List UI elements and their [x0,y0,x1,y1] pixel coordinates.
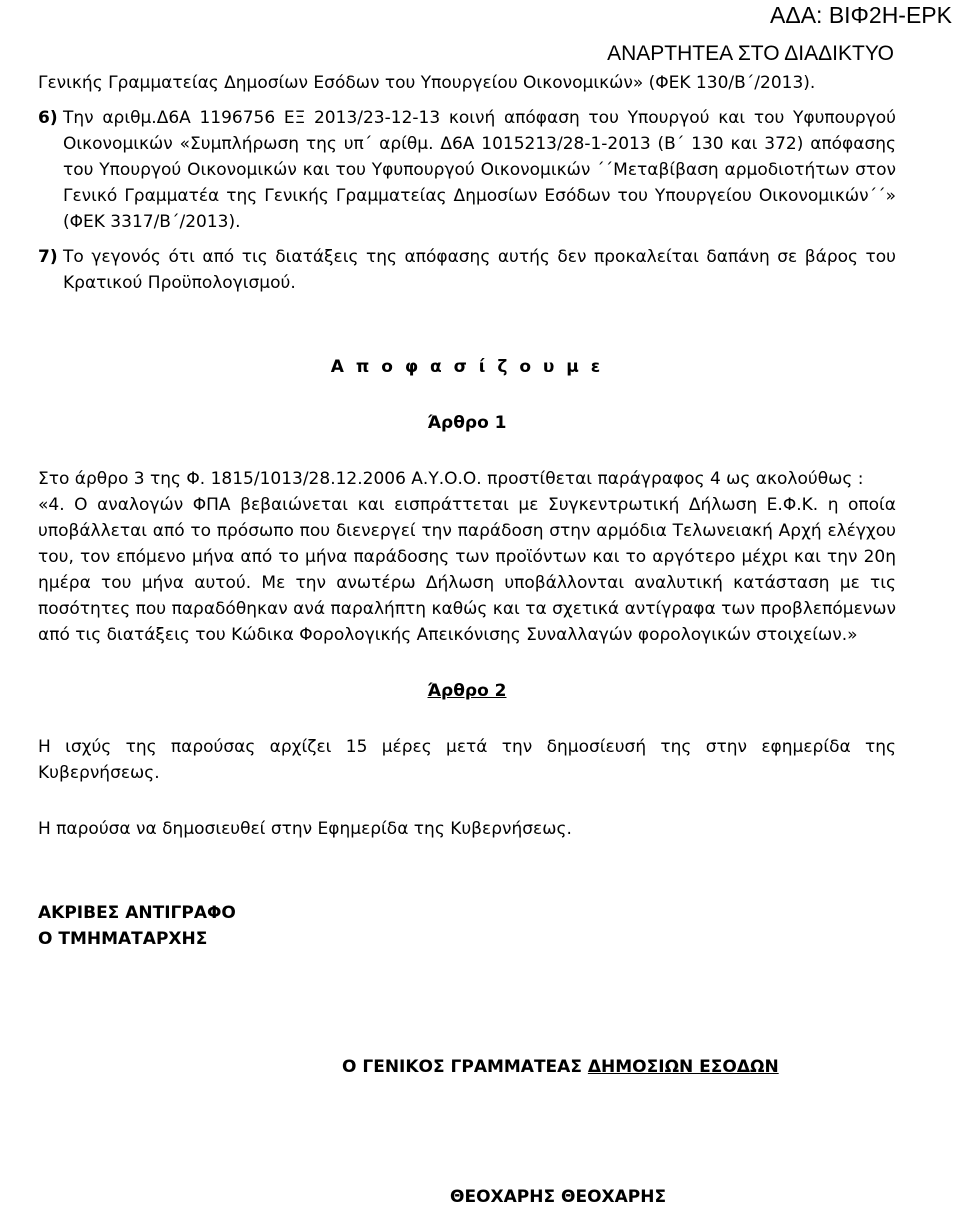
secretary-general-name: ΘΕΟΧΑΡΗΣ ΘΕΟΧΑΡΗΣ [450,1187,667,1207]
article-2-title: Άρθρο 2 [427,681,507,701]
exact-copy-label: ΑΚΡΙΒΕΣ ΑΝΤΙΓΡΑΦΟ [38,903,236,923]
article-1-intro: Στο άρθρο 3 της Φ. 1815/1013/28.12.2006 Α.Υ.Ο.Ο. προστίθεται παράγραφος 4 ως ακολούθως : [38,469,864,489]
list-item-text: Την αριθμ.Δ6Α 1196756 ΕΞ 2013/23-12-13 κοινή απόφαση του Υπουργού και του Υφυπουργού Οικονομικών «Συμπλήρωση της υπ΄ αρίθμ. Δ6Α 1015213/28-1-2013 (Β΄ 130 και 372) απόφασης του Υπουργού Οικονομικών και του Υφυπουργού Οικονομικών ΄΄Μεταβίβαση αρμοδιοτήτων στον Γενικό Γραμματέα της Γενικής Γραμματείας Δημοσίων Εσόδων του Υπουργείου Οικονομικών΄΄» (ΦΕΚ 3317/Β΄/2013). [63,108,896,232]
head-of-dept-label: Ο ΤΜΗΜΑΤΑΡΧΗΣ [38,929,208,949]
ada-code: ΑΔΑ: ΒΙΦ2Η-ΕΡΚ [770,2,952,28]
list-item-6 [38,105,896,235]
decision-heading: Α π ο φ α σ ί ζ ο υ μ ε [330,357,604,377]
list-item-number: 6) [38,108,58,128]
secretary-title-underlined: ΔΗΜΟΣΙΩΝ ΕΣΟΔΩΝ [587,1057,779,1077]
document-body [38,70,896,1210]
publish-instruction: Η παρούσα να δημοσιευθεί στην Εφημερίδα της Κυβερνήσεως. [38,819,572,839]
secretary-general-title [38,1054,896,1080]
article-1-body: «4. Ο αναλογών ΦΠΑ βεβαιώνεται και εισπράττεται με Συγκεντρωτική Δήλωση Ε.Φ.Κ. η οποία υποβάλλεται από το πρόσωπο που διενεργεί την παράδοση στην αρμόδια Τελωνειακή Αρχή ελέγχου του, τον επόμενο μήνα από το μήνα παράδοσης των προϊόντων και το αργότερο μέχρι και την 20η ημέρα του μήνα αυτού. Με την ανωτέρω Δήλωση υποβάλλονται αναλυτική κατάσταση με τις ποσότητες που παραδόθηκαν ανά παραλήπτη καθώς και τα σχετικά αντίγραφα των προβλεπόμενων από τις διατάξεις του Κώδικα Φορολογικής Απεικόνισης Συναλλαγών φορολογικών στοιχείων.» [38,495,896,645]
paragraph-continuation: Γενικής Γραμματείας Δημοσίων Εσόδων του Υπουργείου Οικονομικών» (ΦΕΚ 130/Β΄/2013). [38,73,816,93]
list-item-7 [38,244,896,296]
posted-online-label: ΑΝΑΡΤΗΤΕΑ ΣΤΟ ΔΙΑΔΙΚΤΥΟ [607,42,894,65]
article-2-text: Η ισχύς της παρούσας αρχίζει 15 μέρες μετά την δημοσίευσή της στην εφημερίδα της Κυβερνήσεως. [38,737,896,783]
list-item-number: 7) [38,247,58,267]
article-1-title: Άρθρο 1 [427,413,507,433]
secretary-title-prefix: Ο ΓΕΝΙΚΟΣ ΓΡΑΜΜΑΤΕΑΣ [342,1057,588,1077]
list-item-text: Το γεγονός ότι από τις διατάξεις της απόφασης αυτής δεν προκαλείται δαπάνη σε βάρος του Κρατικού Προϋπολογισμού. [63,247,896,293]
